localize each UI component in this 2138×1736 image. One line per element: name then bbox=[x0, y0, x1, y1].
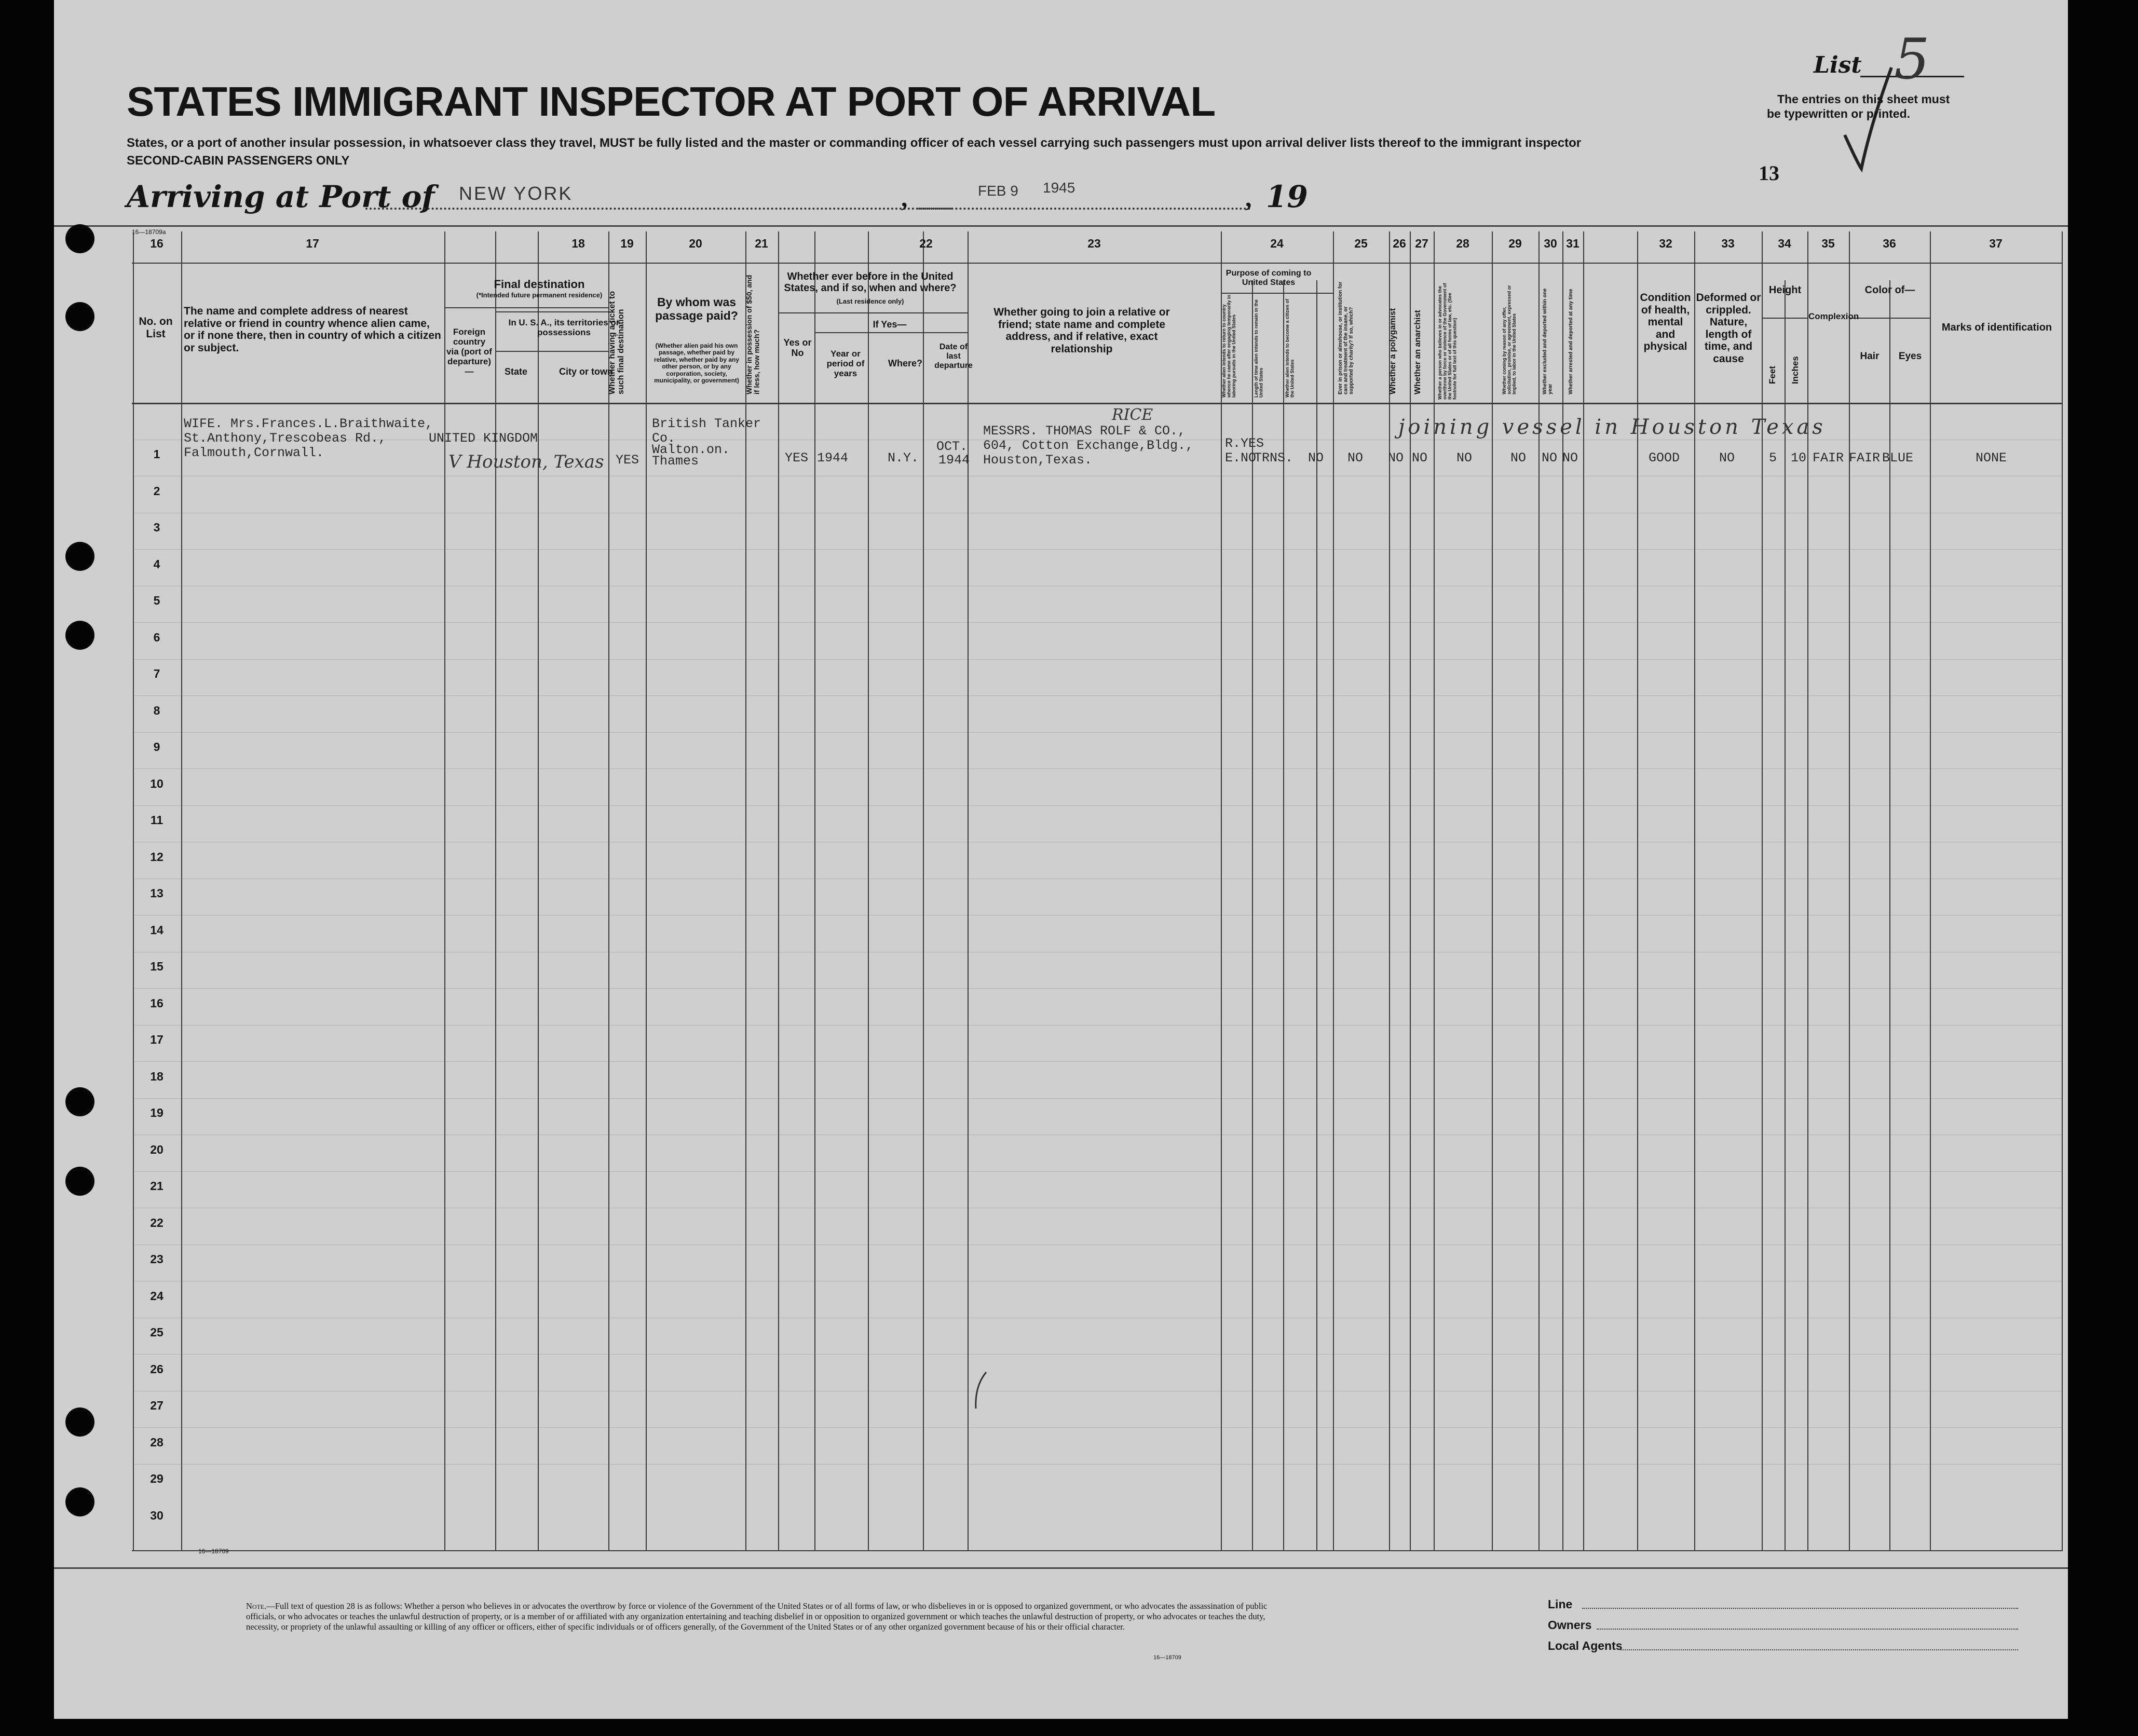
header-in-usa: In U. S. A., its territories or possessions bbox=[508, 318, 620, 338]
row-number: 21 bbox=[150, 1179, 164, 1193]
column-number: 17 bbox=[306, 237, 319, 250]
binder-hole bbox=[65, 1087, 94, 1116]
column-divider bbox=[495, 231, 496, 1550]
entry-overthrow: NO bbox=[1456, 450, 1473, 466]
binder-hole bbox=[65, 1167, 94, 1196]
entry-passage-line1: British Tanker bbox=[652, 416, 761, 431]
column-divider bbox=[444, 231, 445, 1550]
header-ever-before-sub: (Last residence only) bbox=[836, 297, 904, 305]
column-divider bbox=[968, 231, 969, 1550]
row-line bbox=[133, 1171, 2063, 1172]
entry-join-line1: MESSRS. THOMAS ROLF & CO., bbox=[983, 423, 1186, 439]
header-purpose-b: Length of time alien intends to remain in the United States bbox=[1254, 299, 1264, 398]
column-divider bbox=[181, 231, 182, 1550]
row-line bbox=[133, 988, 2063, 989]
entry-relative-line2: St.Anthony,Trescobeas Rd., bbox=[184, 431, 387, 446]
row-number: 30 bbox=[150, 1509, 164, 1522]
row-number: 7 bbox=[153, 667, 160, 680]
column-divider bbox=[868, 231, 869, 1550]
entry-hair: FAIR bbox=[1849, 450, 1881, 466]
header-inches: Inches bbox=[1790, 356, 1800, 384]
page-number: 13 bbox=[1759, 161, 1779, 185]
entry-foreign-country: UNITED KINGDOM bbox=[429, 431, 538, 446]
comma-2: , bbox=[1245, 183, 1252, 212]
header-anarchist: Whether an anarchist bbox=[1413, 310, 1422, 394]
entry-date-departure-1: OCT. bbox=[936, 439, 968, 454]
form-title: STATES IMMIGRANT INSPECTOR AT PORT OF ARRIVAL bbox=[127, 78, 1216, 125]
column-divider bbox=[1930, 231, 1931, 1550]
row-number: 13 bbox=[150, 886, 164, 900]
entry-inches: 10 bbox=[1791, 450, 1807, 466]
row-line bbox=[133, 1464, 2063, 1465]
binder-hole bbox=[65, 224, 94, 253]
column-number: 24 bbox=[1270, 237, 1284, 250]
column-number: 22 bbox=[919, 237, 933, 250]
arrival-port: NEW YORK bbox=[459, 183, 573, 204]
entry-marks: NONE bbox=[1976, 450, 2007, 466]
column-divider bbox=[1889, 280, 1890, 1550]
header-yes-no: Yes or No bbox=[783, 337, 812, 359]
header-fifty-dollars: Whether in possession of $50, and if less, how much? bbox=[745, 275, 761, 394]
row-line bbox=[133, 659, 2063, 660]
row-line bbox=[133, 695, 2063, 696]
header-deformed: Deformed or crippled. Nature, length of time, and cause bbox=[1696, 292, 1761, 365]
entry-before-in-us: YES bbox=[785, 450, 809, 466]
row-line bbox=[133, 805, 2063, 806]
entry-prison: NO bbox=[1347, 450, 1364, 466]
header-overthrow: Whether a person who believes in or advocates the overthrow by force or violence of the Government of the United States or of all forms of law, etc. (See footnote for full text of this question) bbox=[1437, 283, 1458, 400]
footer-line-label: Line bbox=[1548, 1597, 1573, 1611]
entry-purpose-line2: E.NO bbox=[1225, 450, 1257, 466]
column-number: 32 bbox=[1659, 237, 1672, 250]
entry-deformed: NO bbox=[1719, 450, 1735, 466]
column-number: 25 bbox=[1354, 237, 1368, 250]
column-number: 34 bbox=[1778, 237, 1791, 250]
column-divider bbox=[778, 231, 779, 1550]
typewritten-note-1: The entries on this sheet must bbox=[1777, 92, 1950, 106]
column-number: 36 bbox=[1883, 237, 1896, 250]
binder-hole bbox=[65, 621, 94, 650]
column-divider bbox=[1785, 280, 1786, 1550]
header-hair: Hair bbox=[1860, 351, 1880, 362]
column-number: 30 bbox=[1544, 237, 1557, 250]
header-marks: Marks of identification bbox=[1941, 322, 2052, 333]
header-prison: Ever in prison or almshouse, or institution for care and treatment of the insane, or supported by charity? If so, which? bbox=[1338, 281, 1354, 394]
column-divider bbox=[646, 231, 647, 1550]
row-line bbox=[133, 1427, 2063, 1428]
entry-ticket: YES bbox=[616, 453, 639, 468]
row-number: 1 bbox=[153, 447, 160, 461]
row-number: 8 bbox=[153, 704, 160, 717]
grid-line bbox=[132, 403, 2063, 404]
row-number: 19 bbox=[150, 1106, 164, 1119]
row-number: 24 bbox=[150, 1289, 164, 1303]
column-number: 29 bbox=[1508, 237, 1522, 250]
column-divider bbox=[1283, 280, 1284, 1550]
binder-hole bbox=[65, 1487, 94, 1516]
row-line bbox=[133, 732, 2063, 733]
entry-handwritten-note: joining vessel in Houston Texas bbox=[1398, 415, 1826, 439]
entry-passage-line3: Walton.on. bbox=[652, 442, 730, 457]
list-label: List bbox=[1814, 52, 1862, 78]
entry-anarchist: NO bbox=[1412, 450, 1428, 466]
entry-join-handwritten: RICE bbox=[1112, 406, 1153, 424]
header-final-destination-sub: (*Intended future permanent residence) bbox=[476, 291, 603, 299]
row-number: 11 bbox=[150, 813, 164, 827]
header-height: Height bbox=[1768, 284, 1802, 296]
row-number: 29 bbox=[150, 1472, 164, 1485]
entry-join-line2: 604, Cotton Exchange,Bldg., bbox=[983, 438, 1194, 453]
header-city: City or town bbox=[559, 366, 613, 377]
year-prefix: 19 bbox=[1266, 179, 1308, 214]
header-ticket: Whether having a ticket to such final destination bbox=[608, 291, 625, 394]
row-number: 5 bbox=[153, 594, 160, 607]
binder-hole bbox=[65, 542, 94, 571]
entry-feet: 5 bbox=[1769, 450, 1777, 466]
row-number: 27 bbox=[150, 1399, 164, 1412]
row-number: 20 bbox=[150, 1143, 164, 1156]
row-number: 28 bbox=[150, 1436, 164, 1449]
form-instructions: States, or a port of another insular possession, in whatsoever class they travel, MUST be fully listed and the master or commanding officer of each vessel carrying such passengers must upon arrival deliver lists thereof to the immigrant inspector bbox=[127, 136, 1582, 150]
header-nearest-relative: The name and complete address of nearest relative or friend in country whence alien came, or if none there, then in country of which a citizen or subject. bbox=[184, 305, 441, 354]
passenger-class: SECOND-CABIN PASSENGERS ONLY bbox=[127, 154, 350, 168]
grid-line bbox=[814, 332, 968, 333]
header-health: Condition of health, mental and physical bbox=[1640, 292, 1691, 353]
entry-health: GOOD bbox=[1649, 450, 1680, 466]
column-divider bbox=[1849, 231, 1850, 1550]
column-divider bbox=[814, 231, 815, 1550]
footer-agents-underline bbox=[1620, 1649, 2018, 1650]
grid-line bbox=[132, 1550, 2063, 1551]
binder-hole bbox=[65, 302, 94, 331]
header-purpose: Purpose of coming to United States bbox=[1225, 269, 1312, 287]
grid-line bbox=[444, 307, 608, 308]
row-number: 6 bbox=[153, 631, 160, 644]
entry-relative-line3: Falmouth,Cornwall. bbox=[184, 445, 324, 460]
row-line bbox=[133, 1134, 2063, 1135]
footer-note bbox=[246, 1601, 1279, 1632]
row-line bbox=[133, 1025, 2063, 1026]
entry-polygamist: NO bbox=[1388, 450, 1404, 466]
row-number: 16 bbox=[150, 996, 164, 1010]
entry-purpose-line1: R.YES bbox=[1225, 436, 1264, 451]
column-divider bbox=[1252, 280, 1253, 1550]
row-line bbox=[133, 549, 2063, 550]
header-where: Where? bbox=[888, 358, 922, 368]
grid-line bbox=[1849, 318, 1930, 319]
footer-agents-label: Local Agents bbox=[1548, 1639, 1623, 1652]
header-final-destination: Final destination bbox=[494, 278, 585, 291]
table-form-number: 16—18709 bbox=[198, 1548, 229, 1555]
arrival-date-stamp: FEB 9 bbox=[978, 183, 1018, 199]
column-number: 28 bbox=[1456, 237, 1469, 250]
row-number: 22 bbox=[150, 1216, 164, 1229]
column-number: 20 bbox=[689, 237, 702, 250]
row-number: 25 bbox=[150, 1325, 164, 1339]
header-purpose-c: Whether alien intends to become a citizen of the United States bbox=[1285, 298, 1295, 398]
header-ever-before: Whether ever before in the United States, and if so, when and where? bbox=[784, 271, 957, 294]
grid-line bbox=[1762, 318, 1807, 319]
header-going-to-join: Whether going to join a relative or friend; state name and complete address, and if relative, exact relationship bbox=[993, 306, 1170, 355]
footer-line-underline bbox=[1582, 1608, 2018, 1609]
entry-labor-offer: NO bbox=[1510, 450, 1527, 466]
row-line bbox=[133, 1098, 2063, 1099]
row-number: 10 bbox=[150, 777, 164, 790]
column-divider bbox=[538, 231, 539, 1550]
grid-line bbox=[495, 351, 608, 352]
header-date-departure: Date of last departure bbox=[934, 343, 973, 370]
header-eyes: Eyes bbox=[1898, 351, 1922, 362]
entry-year: 1944 bbox=[817, 450, 849, 466]
entry-date-departure-2: 1944 bbox=[938, 453, 970, 468]
header-form-number: 16—18709a bbox=[132, 228, 166, 236]
header-polygamist: Whether a polygamist bbox=[1388, 308, 1397, 394]
column-divider bbox=[1221, 231, 1222, 1550]
header-excluded: Whether excluded and deported within one year bbox=[1542, 288, 1554, 394]
entry-passage-line2: Co. bbox=[652, 431, 676, 446]
footer-divider bbox=[54, 1567, 2068, 1569]
entry-passage-line4: Thames bbox=[652, 454, 699, 469]
row-number: 26 bbox=[150, 1362, 164, 1376]
column-number: 37 bbox=[1989, 237, 2003, 250]
grid-line bbox=[132, 263, 2063, 264]
row-line bbox=[133, 1354, 2063, 1355]
row-number: 15 bbox=[150, 960, 164, 973]
entry-length-of-stay: TRNS. bbox=[1254, 450, 1293, 466]
header-complexion: Complexion bbox=[1808, 311, 1859, 321]
column-divider bbox=[1389, 231, 1390, 1550]
entry-where: N.Y. bbox=[888, 450, 919, 466]
port-dotted-line bbox=[365, 208, 952, 210]
entry-arrested: NO bbox=[1562, 450, 1578, 466]
list-number: 5 bbox=[1894, 27, 1930, 92]
comma-1: , bbox=[901, 183, 908, 212]
row-line bbox=[133, 1061, 2063, 1062]
column-divider bbox=[608, 231, 609, 1550]
row-number: 9 bbox=[153, 740, 160, 754]
row-number: 4 bbox=[153, 557, 160, 571]
row-number: 23 bbox=[150, 1252, 164, 1266]
header-labor-offer: Whether coming by reason of any offer, solicitation, promise, or agreement, expressed or implied, to labor in the United States bbox=[1502, 285, 1517, 394]
row-number: 17 bbox=[150, 1033, 164, 1046]
header-arrested: Whether arrested and deported at any time bbox=[1568, 289, 1574, 394]
header-color-of: Color of— bbox=[1864, 284, 1915, 296]
entry-eyes: BLUE bbox=[1882, 450, 1914, 466]
footer-note-text: Full text of question 28 is as follows: Whether a person who believes in or advocates the overthrow by force or violence of the Government of the United States or of all forms of law, or who disbelieves in or is opposed to organized government, or who advocates the assassination of public officials, or who advocates or teaches the unlawful destruction of property, or is a member of or affiliated with any organization entertaining and teaching disbelief in or opposition to organized government or which teaches the unlawful destruction of property, or who advocates or teaches the duty, necessity, or propriety of the unlawful assaulting or killing of any officer or officers, either of specific individuals or of officers generally, of the Government of the United States or of any other organized government because of his or their official character. bbox=[246, 1601, 1268, 1632]
column-number: 35 bbox=[1821, 237, 1835, 250]
arrival-year-stamp: 1945 bbox=[1043, 180, 1075, 196]
row-number: 3 bbox=[153, 521, 160, 534]
entry-join-line3: Houston,Texas. bbox=[983, 453, 1093, 468]
column-divider bbox=[1333, 231, 1334, 1550]
column-divider bbox=[2062, 231, 2063, 1550]
arriving-label: Arriving at Port of bbox=[127, 179, 435, 214]
typewritten-note-2: be typewritten or printed. bbox=[1767, 107, 1911, 120]
row-number: 14 bbox=[150, 923, 164, 937]
header-purpose-a: Whether alien intends to return to country whence he came after engaging temporarily in laboring pursuits in the United States bbox=[1221, 294, 1236, 398]
grid-line bbox=[778, 312, 968, 313]
header-feet: Feet bbox=[1767, 366, 1777, 384]
header-divider bbox=[54, 225, 2068, 227]
column-number: 26 bbox=[1393, 237, 1406, 250]
header-passage-paid: By whom was passage paid? bbox=[655, 295, 738, 322]
column-divider bbox=[1316, 280, 1317, 1550]
row-line bbox=[133, 622, 2063, 623]
column-number: 21 bbox=[755, 237, 768, 250]
manifest-sheet bbox=[54, 0, 2068, 1719]
row-number: 2 bbox=[153, 484, 160, 498]
entry-complexion: FAIR bbox=[1813, 450, 1844, 466]
column-number: 27 bbox=[1415, 237, 1428, 250]
column-number: 18 bbox=[571, 237, 585, 250]
column-number: 19 bbox=[620, 237, 634, 250]
row-number: 12 bbox=[150, 850, 164, 864]
row-number: 18 bbox=[150, 1070, 164, 1083]
grid-line bbox=[495, 311, 608, 312]
footer-owners-label: Owners bbox=[1548, 1618, 1592, 1632]
column-divider bbox=[923, 231, 924, 1550]
entry-relative-line1: WIFE. Mrs.Frances.L.Braithwaite, bbox=[184, 416, 433, 431]
header-passage-paid-sub: (Whether alien paid his own passage, whether paid by relative, whether paid by any other person, or by any corporation, society, municipality, or government) bbox=[653, 342, 740, 385]
pen-mark bbox=[970, 1370, 990, 1412]
header-foreign-country: Foreign country via (port of departure)— bbox=[446, 327, 492, 377]
column-number: 33 bbox=[1721, 237, 1735, 250]
header-state: State bbox=[504, 366, 527, 377]
column-number: 31 bbox=[1566, 237, 1579, 250]
entry-citizen: NO bbox=[1308, 450, 1324, 466]
column-number: 23 bbox=[1087, 237, 1101, 250]
entry-excluded: NO bbox=[1542, 450, 1558, 466]
column-divider bbox=[133, 231, 134, 1550]
header-if-yes: If Yes— bbox=[873, 319, 907, 330]
date-dotted-line bbox=[918, 208, 1250, 210]
column-number: 16 bbox=[150, 237, 164, 250]
footer-note-form-number: 16—18709 bbox=[1153, 1655, 1181, 1661]
header-year: Year or period of years bbox=[826, 349, 865, 379]
header-no-on-list: No. on List bbox=[139, 316, 173, 340]
binder-hole bbox=[65, 1407, 94, 1437]
entry-handwritten-destination: V Houston, Texas bbox=[448, 452, 604, 472]
footer-owners-underline bbox=[1597, 1629, 2018, 1630]
footer-note-label: Note.— bbox=[246, 1601, 275, 1611]
